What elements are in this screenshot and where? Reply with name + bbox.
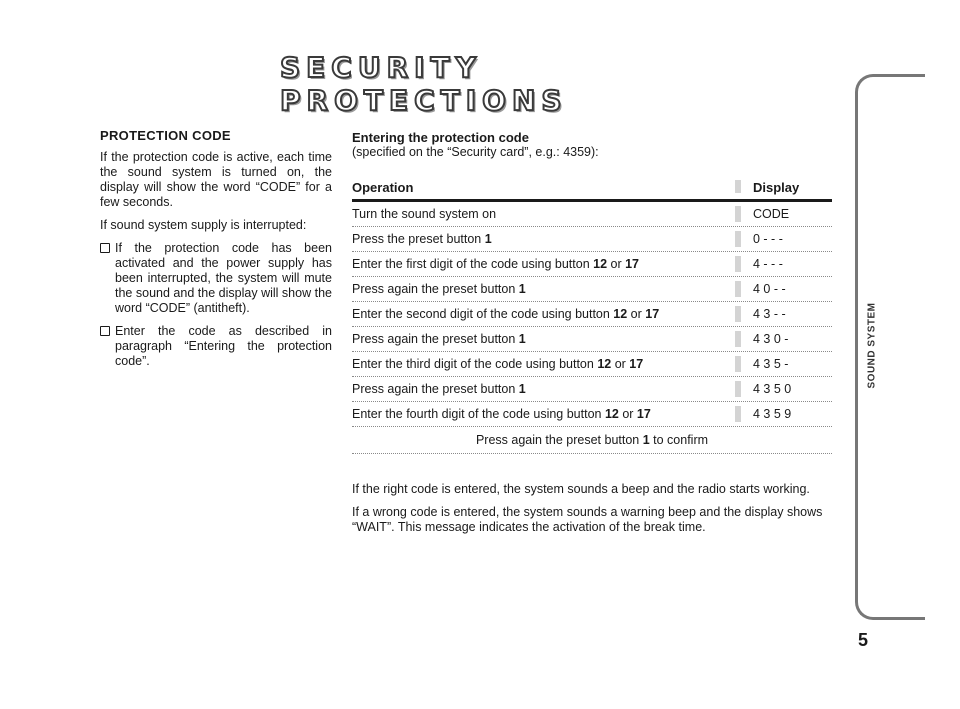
protection-code-heading: PROTECTION CODE bbox=[100, 128, 231, 143]
operation-text: Press again the preset button bbox=[352, 282, 519, 296]
operation-text: Enter the second digit of the code using button bbox=[352, 307, 614, 321]
display-cell: 4 3 0 - bbox=[735, 332, 832, 346]
entering-code-subheading: (specified on the “Security card”, e.g.: 4359): bbox=[352, 145, 599, 159]
operation-cell bbox=[352, 357, 735, 371]
display-cell: 4 - - - bbox=[735, 257, 832, 271]
display-cell: 4 3 5 - bbox=[735, 357, 832, 371]
table-row bbox=[352, 327, 832, 352]
button-number: 1 bbox=[518, 282, 526, 296]
operation-cell bbox=[352, 382, 735, 396]
right-code-note: If the right code is entered, the system sounds a beep and the radio starts working. bbox=[352, 482, 810, 496]
operation-cell bbox=[352, 232, 735, 246]
protection-code-section bbox=[100, 128, 332, 377]
button-number: 17 bbox=[645, 307, 660, 321]
button-number: 1 bbox=[642, 433, 650, 447]
protection-code-intro: If the protection code is active, each time the sound system is turned on, the display will show the word “CODE” for a few seconds. bbox=[100, 150, 332, 209]
supply-interrupted-text: If sound system supply is interrupted: bbox=[100, 218, 307, 232]
button-number: 17 bbox=[625, 257, 639, 271]
table-row bbox=[352, 202, 832, 227]
display-cell: 4 3 - - bbox=[735, 307, 832, 321]
page-title: SECURITY PROTECTIONS bbox=[280, 51, 568, 117]
page-number: 5 bbox=[858, 630, 869, 650]
display-cell: CODE bbox=[735, 207, 832, 221]
operation-cell bbox=[352, 207, 735, 221]
display-column-header: Display bbox=[735, 180, 832, 195]
button-number: 1 bbox=[518, 332, 526, 346]
bullet-text: If the protection code has been activated and the power supply has been interrupted, the system will mute the sound and the display will show the word “CODE” (antitheft). bbox=[115, 241, 332, 315]
checkbox-bullet-icon bbox=[100, 243, 110, 253]
operation-text: Press again the preset button bbox=[352, 332, 519, 346]
operation-text: Press the preset button bbox=[352, 232, 485, 246]
table-row bbox=[352, 352, 832, 377]
connector-text: or bbox=[611, 357, 630, 371]
table-row bbox=[352, 402, 832, 427]
table-row bbox=[352, 252, 832, 277]
button-number: 1 bbox=[484, 232, 492, 246]
button-number: 12 bbox=[593, 257, 608, 271]
section-tab-label bbox=[862, 300, 882, 390]
button-number: 12 bbox=[613, 307, 628, 321]
operation-text: Press again the preset button bbox=[352, 382, 519, 396]
operation-text: Enter the first digit of the code using button bbox=[352, 257, 594, 271]
checkbox-bullet-icon bbox=[100, 326, 110, 336]
table-row bbox=[352, 227, 832, 252]
confirm-row bbox=[352, 427, 832, 454]
operation-text: Turn the sound system on bbox=[352, 207, 497, 221]
entering-code-heading: Entering the protection code bbox=[352, 130, 529, 145]
operation-column-header: Operation bbox=[352, 180, 414, 195]
bullet-text: Enter the code as described in paragraph “Entering the protection code”. bbox=[115, 324, 332, 368]
button-number: 17 bbox=[629, 357, 644, 371]
operation-cell bbox=[352, 282, 735, 296]
button-number: 12 bbox=[597, 357, 612, 371]
display-cell: 4 3 5 9 bbox=[735, 407, 832, 421]
connector-text: or bbox=[627, 307, 646, 321]
code-entry-table bbox=[352, 176, 832, 454]
display-cell: 0 - - - bbox=[735, 232, 832, 246]
confirm-text bbox=[476, 433, 708, 447]
operation-cell bbox=[352, 407, 735, 421]
operation-text: Enter the fourth digit of the code using button bbox=[352, 407, 605, 421]
bullet-item bbox=[100, 241, 332, 316]
operation-cell bbox=[352, 257, 735, 271]
operation-cell bbox=[352, 307, 735, 321]
table-row bbox=[352, 277, 832, 302]
button-number: 12 bbox=[604, 407, 619, 421]
operation-text: Enter the third digit of the code using button bbox=[352, 357, 598, 371]
table-header-row bbox=[352, 176, 832, 202]
confirm-pre: Press again the preset button bbox=[475, 433, 643, 447]
table-row bbox=[352, 377, 832, 402]
notes-section bbox=[352, 482, 832, 543]
confirm-post: to confirm bbox=[649, 433, 709, 447]
button-number: 1 bbox=[518, 382, 526, 396]
connector-text: or bbox=[618, 407, 637, 421]
button-number: 17 bbox=[636, 407, 651, 421]
connector-text: or bbox=[607, 257, 626, 271]
bullet-item bbox=[100, 324, 332, 369]
wrong-code-note: If a wrong code is entered, the system sounds a warning beep and the display shows “WAIT”. This message indicates the activation of the break time. bbox=[352, 505, 823, 534]
entering-code-header bbox=[352, 130, 832, 160]
section-label-text: SOUND SYSTEM bbox=[866, 301, 878, 389]
table-row bbox=[352, 302, 832, 327]
display-cell: 4 3 5 0 bbox=[735, 382, 832, 396]
display-cell: 4 0 - - bbox=[735, 282, 832, 296]
operation-cell bbox=[352, 332, 735, 346]
